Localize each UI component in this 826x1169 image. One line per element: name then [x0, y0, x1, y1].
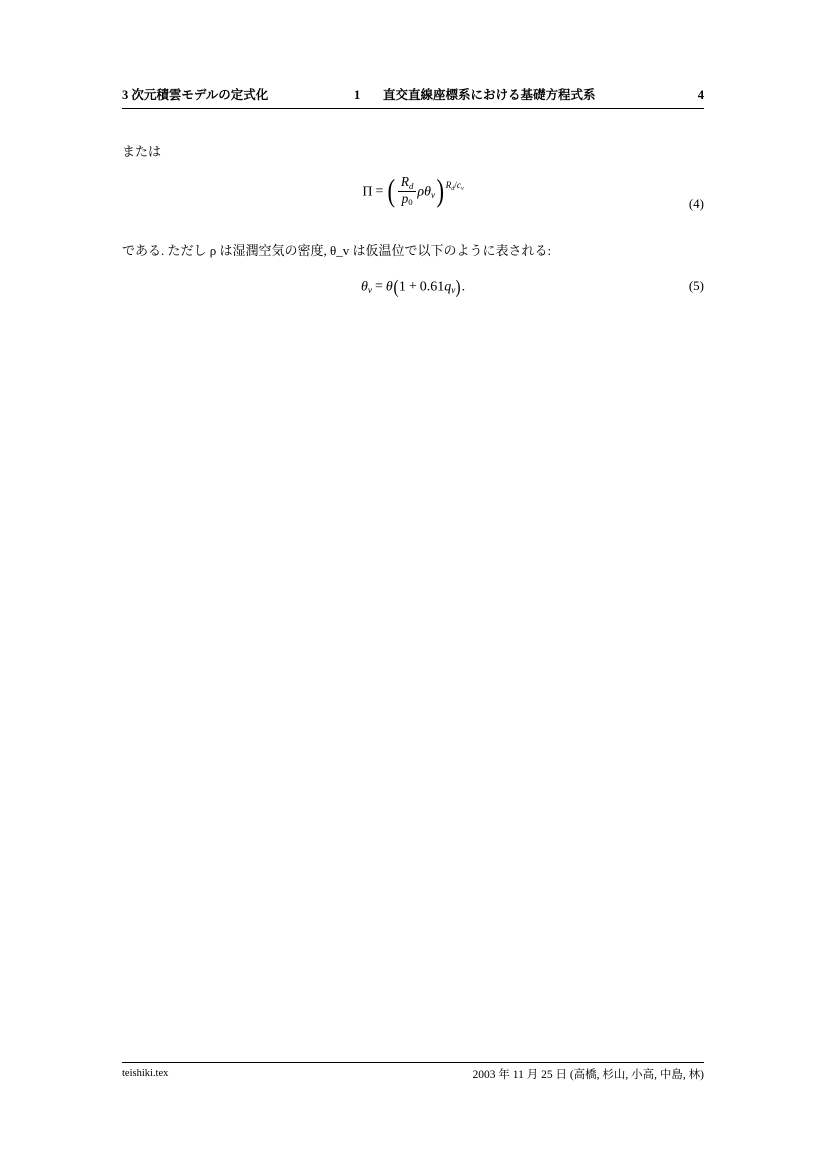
page-number: 4	[697, 88, 704, 102]
eq5-qv-subscript: v	[451, 284, 456, 295]
footer-rule	[122, 1062, 704, 1063]
footer-filename: teishiki.tex	[122, 1068, 169, 1079]
eq5-one: 1	[398, 279, 406, 295]
running-head-rule	[122, 108, 704, 109]
footer-credit: 2003 年 11 月 25 日 (高橋, 杉山, 小高, 中島, 林)	[472, 1069, 704, 1081]
eq5-plus: +	[408, 279, 417, 295]
equation-5-expression	[360, 276, 466, 297]
eq4-frac-numerator	[398, 175, 417, 191]
eq4-theta: θ	[424, 184, 431, 200]
eq5-theta: θ	[385, 279, 393, 295]
eq5-equals: =	[374, 279, 383, 295]
eq4-exp-slash: /	[454, 180, 457, 191]
running-head-left-title: 3 次元積雲モデルの定式化	[122, 88, 269, 102]
eq4-exponent	[446, 181, 464, 192]
equation-4-number: (4)	[688, 196, 704, 211]
eq4-frac-num-subscript: d	[408, 180, 414, 191]
eq4-exp-den-sub: v	[460, 186, 464, 193]
eq5-qv: q	[444, 279, 452, 295]
eq4-rho: ρ	[417, 184, 425, 200]
eq4-frac-den-subscript: 0	[408, 197, 413, 208]
eq4-right-paren: )	[436, 173, 445, 209]
eq5-right-paren: )	[455, 276, 462, 297]
eq5-left-paren: (	[393, 276, 399, 297]
eq4-exp-num-sub: d	[451, 186, 455, 193]
eq4-frac-den-symbol: p	[401, 191, 409, 207]
paragraph-after-equation-4	[122, 241, 551, 261]
running-head-section-number: 1	[354, 88, 361, 102]
equation-4-block	[122, 173, 704, 211]
eq4-theta-subscript: v	[430, 189, 436, 200]
eq5-lhs-subscript: v	[367, 284, 372, 295]
equation-4-expression	[362, 173, 464, 209]
paragraph-after-equation-4-text: である. ただし ρ は湿潤空気の密度, θ_v は仮温位で以下のように表される:	[122, 243, 552, 258]
eq5-lhs: θ	[360, 279, 368, 295]
eq4-left-paren: (	[387, 173, 396, 209]
eq4-lhs: Π	[362, 184, 373, 200]
running-head-section-title: 直交直線座標系における基礎方程式系	[383, 88, 596, 102]
eq4-exp-num: R	[445, 180, 452, 191]
eq4-equals: =	[375, 184, 384, 200]
eq4-exp-den: c	[456, 180, 461, 191]
eq5-coefficient: 0.61	[419, 279, 445, 295]
paragraph-intro: または	[122, 144, 162, 159]
eq4-fraction	[398, 175, 417, 207]
eq5-period: .	[461, 279, 466, 295]
eq4-frac-denominator	[398, 191, 417, 208]
equation-5-block	[122, 278, 704, 296]
equation-5-number: (5)	[688, 278, 704, 293]
eq4-frac-num-symbol: R	[400, 174, 409, 190]
